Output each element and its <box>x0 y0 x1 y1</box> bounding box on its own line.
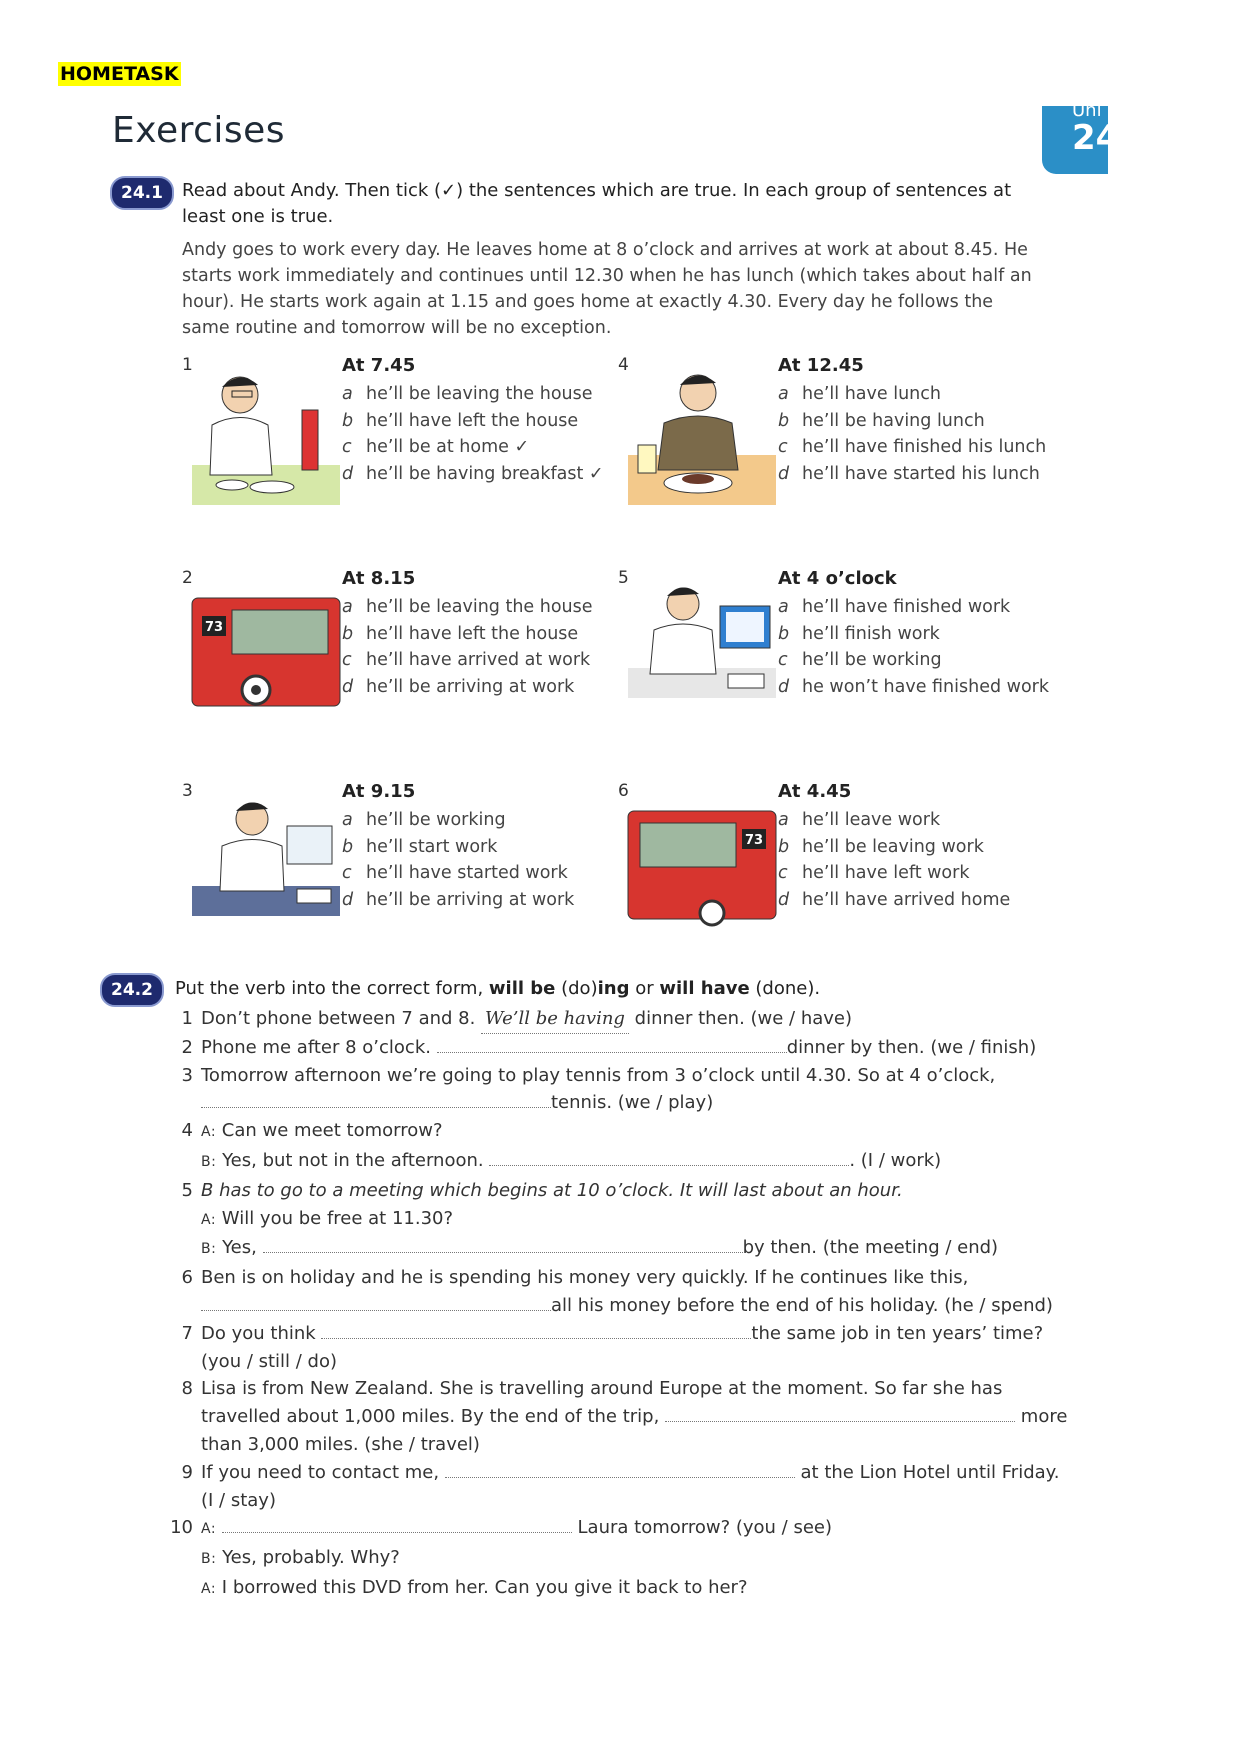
exercise-badge-24-1: 24.1 <box>110 176 174 210</box>
option-item[interactable]: c he’ll have started work <box>342 863 568 883</box>
exercise-2-instruction: Put the verb into the correct form, will be (do)ing or will have (done). <box>175 978 821 999</box>
option-item[interactable]: c he’ll have finished his lunch <box>778 437 1047 457</box>
exercise-item-5: 5 B has to go to a meeting which begins at 10 o’clock. It will last about an hour. <box>181 1179 903 1201</box>
option-item[interactable]: b he’ll have left the house <box>342 410 579 431</box>
answer-blank[interactable] <box>201 1296 551 1311</box>
exercise-item-10: 10 A: Laura tomorrow? (you / see) <box>170 1517 833 1539</box>
unit-number: 24 <box>1072 118 1120 158</box>
group-time: At 4.45 <box>778 781 852 802</box>
option-item[interactable]: d he’ll have arrived home <box>778 889 1011 910</box>
andy-story: Andy goes to work every day. He leaves home at 8 o’clock and arrives at work at about 8.45. He starts work immediately and continues until 12.30 when he has lunch (which takes about half an hour). He starts work again at 1.15 and goes home at exactly 4.30. Every day he follows the same routine and tomorrow will be no exception. <box>182 240 1032 338</box>
exercise-item-4: 4 A: Can we meet tomorrow? <box>181 1120 443 1142</box>
option-item[interactable]: b he’ll finish work <box>778 623 940 644</box>
option-item[interactable]: c he’ll be at home ✓ <box>342 437 530 457</box>
option-item[interactable]: b he’ll be having lunch <box>778 410 985 431</box>
exercise-item-3: 3 Tomorrow afternoon we’re going to play tennis from 3 o’clock until 4.30. So at 4 o’clock, <box>181 1064 996 1086</box>
options-list <box>778 807 1078 913</box>
office-work-illustration <box>192 791 340 931</box>
page-title: Exercises <box>112 110 286 151</box>
group-number: 1 <box>182 355 193 375</box>
instruction-line: Read about Andy. Then tick (✓) the sentences which are true. In each group of sentences at <box>182 180 1012 201</box>
options-list <box>342 381 642 487</box>
exercise-1-instruction <box>182 178 1062 230</box>
exercise-item-8: 8 Lisa is from New Zealand. She is travelling around Europe at the moment. So far she has <box>181 1378 1003 1400</box>
bus-number: 73 <box>745 833 764 848</box>
phone-call-illustration <box>628 578 776 718</box>
answer-blank[interactable] <box>445 1463 795 1478</box>
answer-blank[interactable] <box>321 1324 751 1339</box>
exercise-item-9: 9 If you need to contact me, at the Lion Hotel until Friday. <box>181 1461 1060 1483</box>
unit-word: Uni <box>1072 100 1102 121</box>
answer-blank[interactable] <box>201 1093 551 1108</box>
option-item[interactable]: b he’ll be leaving work <box>778 836 984 857</box>
group-time: At 7.45 <box>342 355 416 376</box>
answer-blank[interactable] <box>665 1407 1015 1422</box>
group-number: 5 <box>618 568 629 588</box>
group-number: 4 <box>618 355 629 375</box>
option-item[interactable]: d he’ll have started his lunch <box>778 463 1040 484</box>
answer-blank[interactable] <box>489 1151 849 1166</box>
option-item[interactable]: d he’ll be having breakfast ✓ <box>342 463 604 484</box>
group-time: At 4 o’clock <box>778 568 897 589</box>
option-item[interactable]: d he won’t have finished work <box>778 676 1049 697</box>
answer-blank[interactable] <box>263 1238 743 1253</box>
exercise-item-6: 6 Ben is on holiday and he is spending his money very quickly. If he continues like this, <box>181 1267 969 1289</box>
group-time: At 8.15 <box>342 568 416 589</box>
option-item[interactable]: a he’ll be working <box>342 810 506 830</box>
options-list <box>342 807 642 913</box>
option-item[interactable]: a he’ll have finished work <box>778 597 1011 617</box>
exercise-item-7: 7 Do you think the same job in ten years’ time? <box>181 1322 1044 1344</box>
group-number: 6 <box>618 781 629 801</box>
exercise-item-2: 2 Phone me after 8 o’clock. dinner by then. (we / finish) <box>181 1036 1037 1058</box>
unit-tab <box>1042 100 1120 174</box>
option-item[interactable]: c he’ll have arrived at work <box>342 650 591 670</box>
lunch-illustration <box>628 365 776 505</box>
bus-illustration <box>192 578 340 718</box>
options-list <box>778 594 1078 700</box>
option-item[interactable]: c he’ll be working <box>778 650 942 670</box>
option-item[interactable]: a he’ll be leaving the house <box>342 384 593 404</box>
option-item[interactable]: a he’ll have lunch <box>778 384 941 404</box>
option-item[interactable]: d he’ll be arriving at work <box>342 889 575 910</box>
exercise-item-1: 1 Don’t phone between 7 and 8. We’ll be having dinner then. (we / have) <box>175 1005 1095 1034</box>
options-list <box>778 381 1078 487</box>
option-item[interactable]: b he’ll have left the house <box>342 623 579 644</box>
option-item[interactable]: c he’ll have left work <box>778 863 970 883</box>
group-number: 2 <box>182 568 193 588</box>
answer-blank[interactable] <box>437 1038 787 1053</box>
options-list <box>342 594 642 700</box>
option-item[interactable]: a he’ll be leaving the house <box>342 597 593 617</box>
exercise-2-items: 1 Don’t phone between 7 and 8. We’ll be having dinner then. (we / have) 2 Phone me after 8 o’clock. dinner by then. (we / finish) 3 Tomorrow afternoon we’re going to play tennis from 3 o’clock until 4.30. So at 4 o’clock, tennis. (we / play) 4 A: Can we meet tomorrow? B: Yes, but not in the afternoon. . (I / work) 5 B has to go to a meeting which begins at 10 o’clock. It will last about an hour. A: Will you be free at 11.30? B: Yes, by then. (the meeting / end) 6 Ben is on holiday and he is spending his money very quickly. If he continues like this, all his money before the end of his holiday. (he / spend) 7 Do you think the same job in ten years’ time? (you / still / do) 8 Lisa is from New Zealand. She is travelling around Europe at the moment. So far she has travelled about 1,000 miles. By the end of the trip, more than 3,000 miles. (she / travel) 9 If you need to contact me, at the Lion Hotel until Friday. (I / stay) 10 A: Laura tomorrow? (you / see) B: Yes, probably. Why? A: I borrowed this DVD from her. Can you give it back to her? <box>175 1005 1095 1604</box>
group-number: 3 <box>182 781 193 801</box>
instruction-line: least one is true. <box>182 206 334 227</box>
bus-number: 73 <box>205 620 224 635</box>
answer-example: We’ll be having <box>481 1005 629 1034</box>
option-item[interactable]: b he’ll start work <box>342 836 498 857</box>
hometask-label: HOMETASK <box>60 63 179 85</box>
option-item[interactable]: d he’ll be arriving at work <box>342 676 575 697</box>
option-item[interactable]: a he’ll leave work <box>778 810 941 830</box>
bus-illustration <box>628 791 776 931</box>
group-time: At 9.15 <box>342 781 416 802</box>
group-time: At 12.45 <box>778 355 864 376</box>
exercise-badge-24-2: 24.2 <box>100 973 164 1007</box>
breakfast-illustration <box>192 365 340 505</box>
answer-blank[interactable] <box>222 1518 572 1533</box>
